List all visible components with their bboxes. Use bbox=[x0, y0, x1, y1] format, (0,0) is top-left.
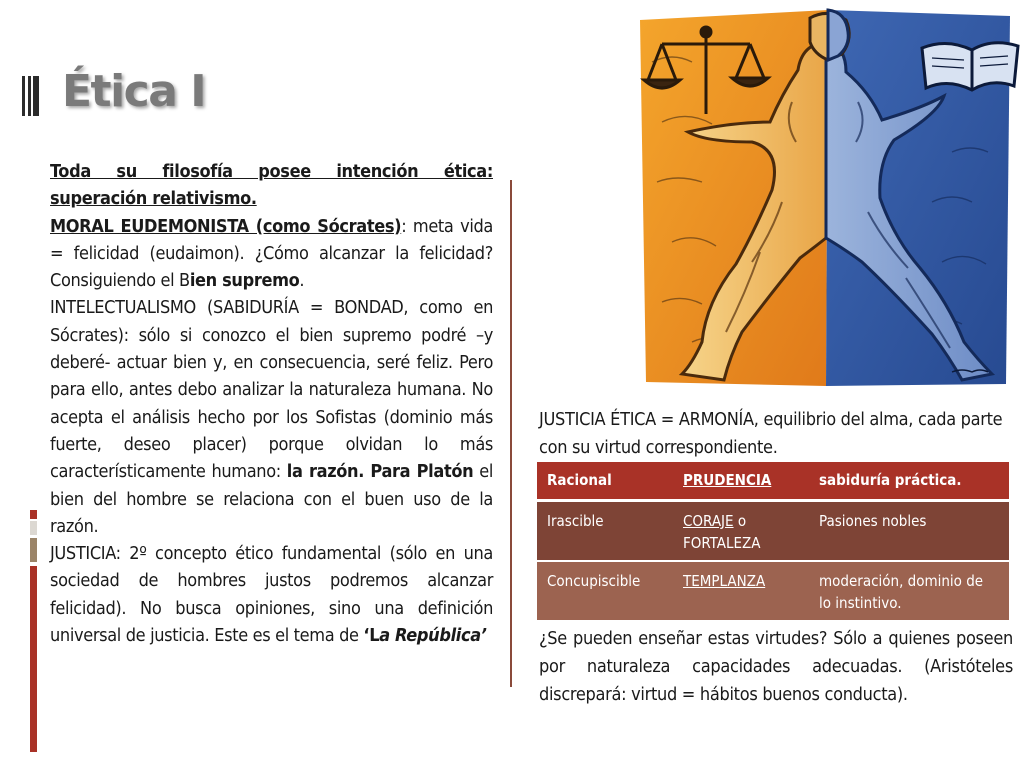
accent-bar-tan bbox=[30, 538, 37, 562]
table-header-virtue: PRUDENCIA bbox=[683, 471, 772, 489]
justice-ethics-intro: JUSTICIA ÉTICA = ARMONÍA, equilibrio del alma, cada parte con su virtud correspondiente. bbox=[539, 409, 1003, 458]
paragraph-intellectualism: INTELECTUALISMO (SABIDURÍA = BONDAD, como en Sócrates): sólo si conozco el bien supremo podré –y deberé- actuar bien y, en consecuencia, seré feliz. Pero para ello, antes debo analizar la naturaleza humana. No acepta el análisis hecho por los Sofistas (dominio más fuerte, deseo placer) porque olvidan lo más característicamente humano: la razón. Para Platón el bien del hombre se relaciona con el buen uso de la razón. bbox=[50, 297, 493, 537]
accent-bar-red-small bbox=[30, 510, 37, 519]
slide-title: Ética I bbox=[62, 66, 206, 117]
table-header-desc: sabiduría práctica. bbox=[819, 471, 962, 489]
paragraph-intent: Toda su filosofía posee intención ética: superación relativismo. bbox=[50, 161, 493, 210]
paragraph-justice: JUSTICIA: 2º concepto ético fundamental (sólo en una sociedad de hombres justos podremos alcanzar felicidad). No busca opiniones, sino una definición universal de justicia. Este es el tema de ‘La República’ bbox=[50, 543, 493, 647]
table-cell-virtue: CORAJE o FORTALEZA bbox=[683, 512, 761, 552]
open-book-icon bbox=[922, 43, 1018, 90]
table-cell-part: Irascible bbox=[547, 512, 604, 530]
justice-illustration bbox=[632, 2, 1020, 394]
virtues-table bbox=[537, 462, 1009, 620]
paragraph-eudemonist: MORAL EUDEMONISTA (como Sócrates): meta vida = felicidad (eudaimon). ¿Cómo alcanzar la felicidad? Consiguiendo el Bien supremo. bbox=[50, 215, 493, 292]
table-row bbox=[537, 501, 1009, 562]
table-header-part: Racional bbox=[547, 471, 612, 489]
left-column-text bbox=[50, 158, 493, 649]
accent-bar-red-long bbox=[30, 566, 37, 752]
table-row bbox=[537, 561, 1009, 620]
title-bars-decoration bbox=[22, 76, 40, 116]
virtues-question-text: ¿Se pueden enseñar estas virtudes? Sólo a quienes poseen por naturaleza capacidades adecuadas. (Aristóteles discrepará: virtud = hábitos buenos conducta). bbox=[539, 628, 1013, 705]
table-cell-desc: Pasiones nobles bbox=[819, 512, 927, 530]
table-cell-part: Concupiscible bbox=[547, 572, 641, 590]
column-divider bbox=[510, 180, 512, 687]
table-cell-desc: moderación, dominio de lo instintivo. bbox=[819, 572, 984, 612]
table-header-row bbox=[537, 462, 1009, 501]
table-cell-virtue: TEMPLANZA bbox=[683, 572, 766, 590]
accent-bar-light bbox=[30, 521, 37, 535]
